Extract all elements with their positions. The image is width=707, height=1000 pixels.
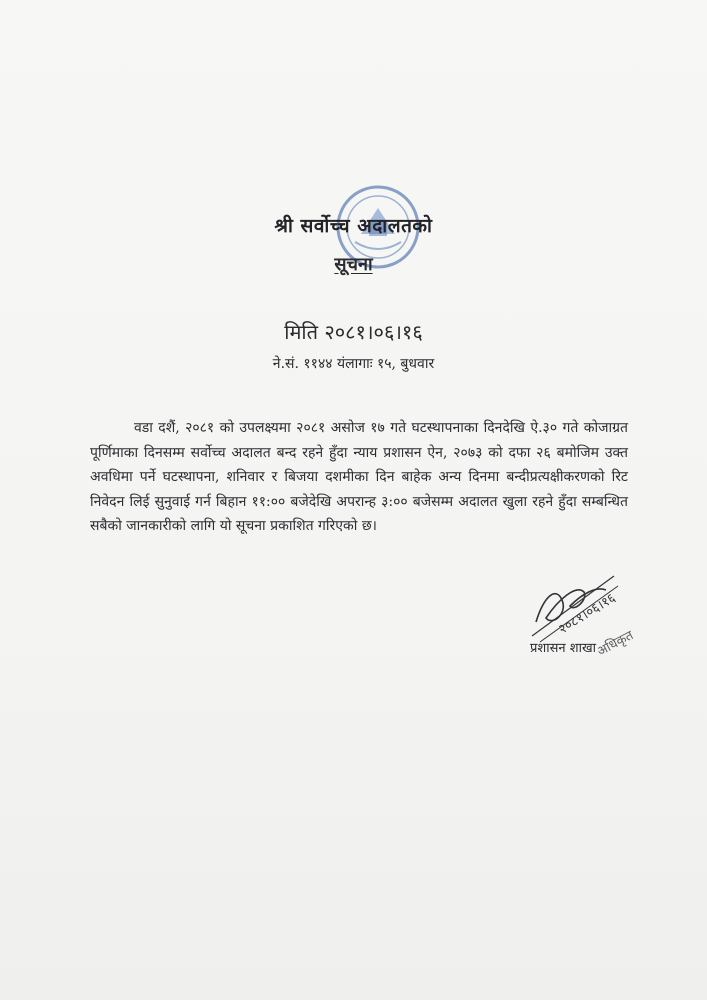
notice-date: मिति २०८१।०६।१६: [284, 320, 423, 344]
notice-heading: सूचना: [334, 254, 373, 275]
page-title: श्री सर्वोच्च अदालतको: [274, 215, 433, 237]
official-stamp: [592, 612, 682, 672]
nepal-sambat-date: ने.सं. ११४४ यंलागाः १५, बुधवार: [272, 356, 435, 372]
signature-date: २०८१।०६।१६: [556, 590, 619, 638]
stamp-text: अधिकृत: [594, 628, 637, 660]
notice-body: वडा दशैं, २०८१ को उपलक्ष्यमा २०८१ असोज १७ गते घटस्थापनाका दिनदेखि ऐ.३० गते कोजाग्रत पूर्णिमाका दिनसम्म सर्वोच्च अदालत बन्द रहने हुँदा न्याय प्रशासन ऐन, २०७३ को दफा २६ बमोजिम उक्त अवधिमा पर्ने घटस्थापना, शनिवार र बिजया दशमीका दिन बाहेक अन्य दिनमा बन्दीप्रत्यक्षीकरणको रिट निवेदन लिई सुनुवाई गर्न बिहान ११:०० बजेदेखि अपरान्ह ३:०० बजेसम्म अदालत खुला रहने हुँदा सम्बन्धित सबैको जानकारीको लागि यो सूचना प्रकाशित गरिएको छ।: [90, 420, 628, 534]
signatory-label: प्रशासन शाखा: [530, 641, 596, 656]
